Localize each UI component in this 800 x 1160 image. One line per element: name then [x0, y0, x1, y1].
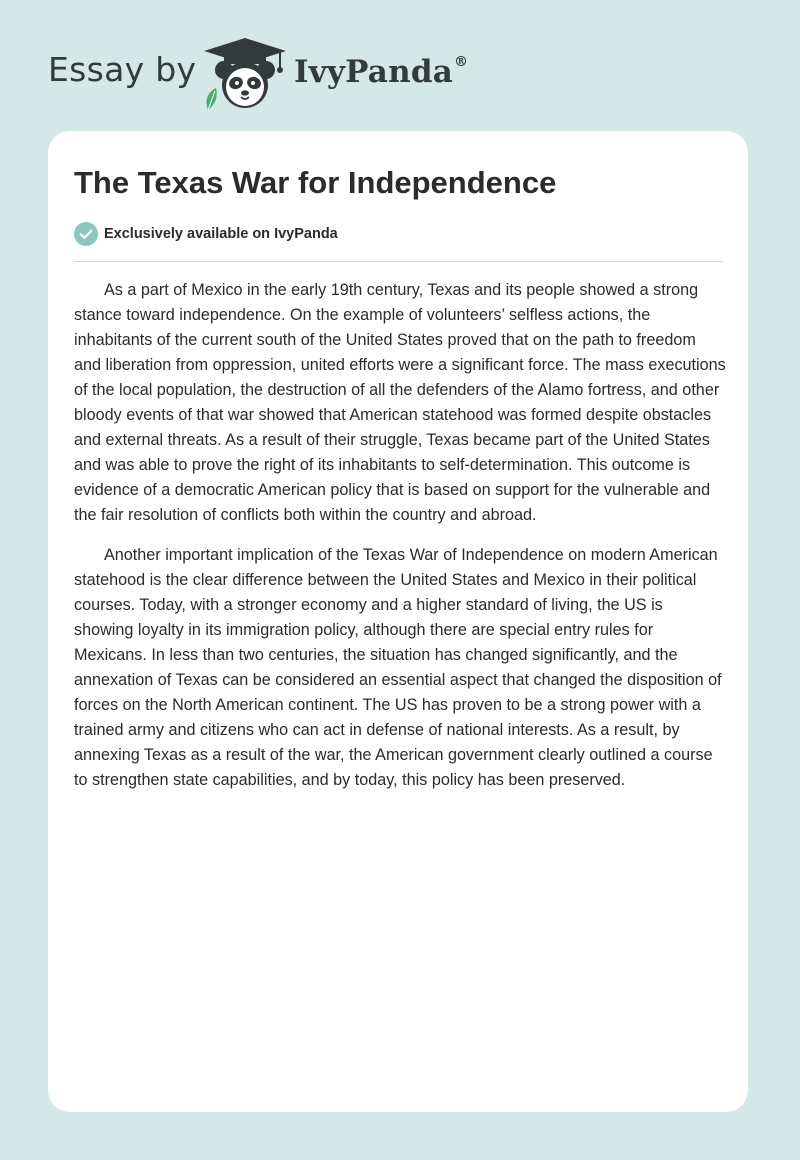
brand-name: IvyPanda® — [294, 54, 469, 90]
divider — [74, 261, 723, 262]
paragraph: Another important implication of the Texas War of Independence on modern American statehood is the clear difference between the United States and Mexico in their political courses. Today, with a stronger economy and a higher standard of living, the US is showing loyalty in its immigration policy, although there are special entry rules for Mexicans. In less than two centuries, the situation has changed significantly, and the annexation of Texas can be considered an essential aspect that changed the disposition of forces on the North American continent. The US has proven to be a strong power with a trained army and citizens who can act in defense of national interests. As a result, by annexing Texas as a result of the war, the American government clearly outlined a course to strengthen state capabilities, and by today, this policy has been preserved. — [74, 546, 722, 789]
check-circle-icon — [74, 222, 98, 246]
badge-label: Exclusively available on IvyPanda — [104, 226, 338, 242]
paragraph: As a part of Mexico in the early 19th century, Texas and its people showed a strong stance toward independence. On the example of volunteers’ selfless actions, the inhabitants of the current south of the United States proved that on the path to freedom and liberation from oppression, united efforts were a significant force. The mass executions of the local population, the destruction of all the defenders of the Alamo fortress, and other bloody events of that war showed that American statehood was formed despite obstacles and external threats. As a result of their struggle, Texas became part of the United States and was able to prove the right of its inhabitants to self-determination. This outcome is evidence of a democratic American policy that is based on support for the vulnerable and the fair resolution of conflicts both within the country and abroad. — [74, 281, 726, 524]
registered-mark: ® — [454, 54, 469, 70]
essay-card — [48, 131, 748, 1112]
panda-graduate-icon — [202, 36, 288, 112]
site-brand[interactable] — [48, 30, 508, 110]
brand-prefix: Essay by — [48, 50, 197, 89]
page-title: The Texas War for Independence — [74, 165, 557, 200]
exclusive-badge — [74, 222, 338, 246]
essay-body — [74, 278, 726, 808]
